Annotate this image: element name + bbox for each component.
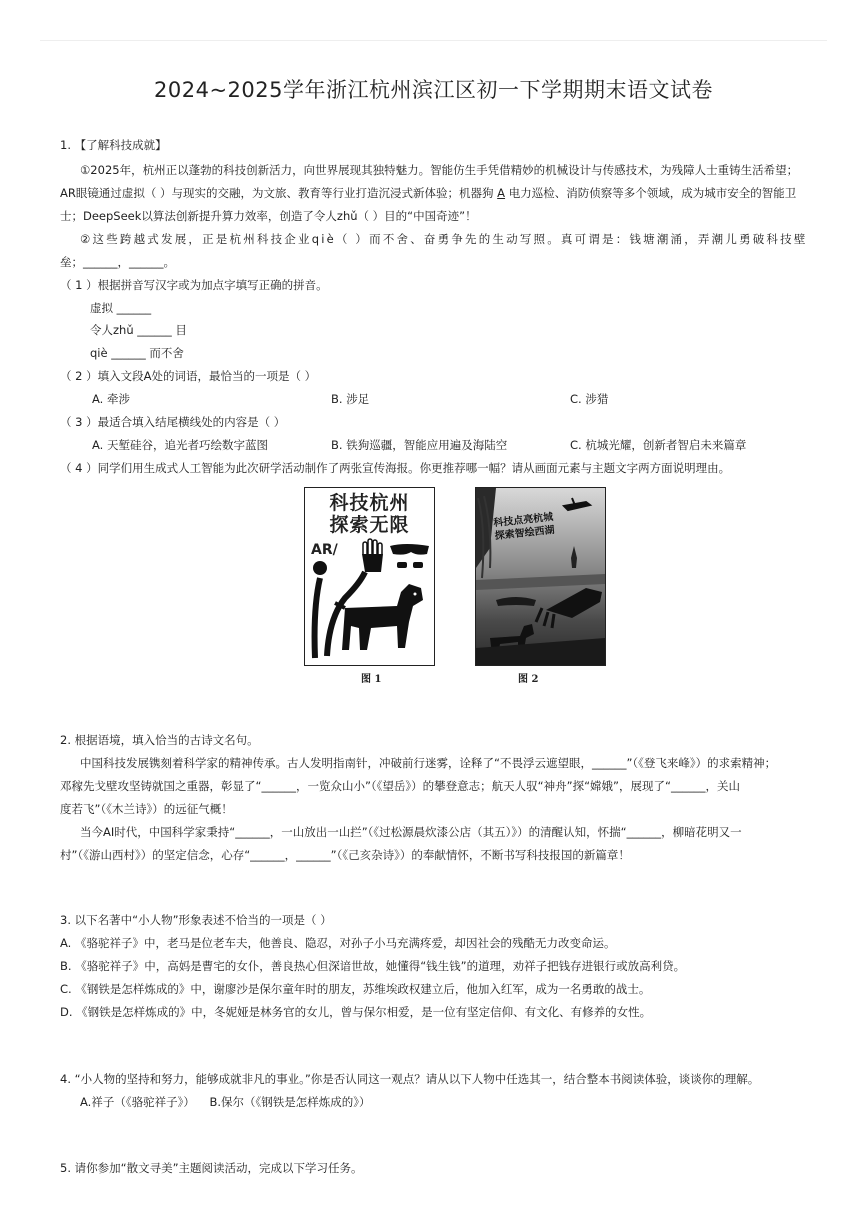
q1-sub3-option-b[interactable]: B. 铁狗巡疆，智能应用遍及海陆空: [331, 438, 508, 452]
top-divider: [40, 40, 827, 41]
q3-option-b[interactable]: B. 《骆驼祥子》中，高妈是曹宅的女仆，善良热心但深谙世故，她懂得“钱生钱”的道理，劝祥子把钱存进银行或放高利贷。: [60, 959, 686, 973]
q1-sub4: （ 4 ）同学们用生成式人工智能为此次研学活动制作了两张宣传海报。你更推荐哪一幅？请从画面元素与主题文字两方面说明理由。: [60, 461, 731, 475]
q2-line4: 当今AI时代，中国科学家秉持“______，一山放出一山拦”（《过松源晨炊漆公店（其五）》）的清醒认知，怀揣“______，柳暗花明又一: [80, 825, 742, 839]
q1-header: 1. 【了解科技成就】: [60, 138, 167, 152]
poster2-title: 科技点亮杭城 探索智绘西湖: [492, 511, 556, 543]
q1-p2-line2: 垒；______，______。: [60, 255, 175, 269]
q1-p1-line1: ①2025年，杭州正以蓬勃的科技创新活力，向世界展现其独特魅力。智能仿生手凭借精妙的机械设计与传感技术，为残障人士重铸生活希望；: [80, 163, 799, 177]
q3-header: 3. 以下名著中“小人物”形象表述不恰当的一项是（ ）: [60, 913, 332, 927]
q3-option-a[interactable]: A. 《骆驼祥子》中，老马是位老车夫，他善良、隐忍，对孙子小马充满疼爱，却因社会的残酷无力改变命运。: [60, 936, 616, 950]
poster-figure-1: [304, 487, 435, 666]
q1-sub1-c[interactable]: qiè ______ 而不舍: [90, 346, 184, 360]
poster1-illustration: [305, 488, 434, 665]
poster1-ar-text: AR/: [311, 542, 338, 558]
q1-sub1-b[interactable]: 令人zhǔ ______ 目: [90, 323, 187, 337]
q2-line1: 中国科技发展镌刻着科学家的精神传承。古人发明指南针，冲破前行迷雾，诠释了“不畏浮云遮望眼，______”（《登飞来峰》）的求索精神；: [80, 756, 777, 770]
q1-sub2: （ 2 ）填入文段A处的词语，最恰当的一项是（ ）: [60, 369, 317, 383]
q5-header: 5. 请你参加“散文寻美”主题阅读活动，完成以下学习任务。: [60, 1161, 363, 1175]
q2-line2: 邓稼先戈壁攻坚铸就国之重器，彰显了“______，一览众山小”（《望岳》）的攀登意志；航天人驭“神舟”探“嫦娥”，展现了“______，关山: [60, 779, 740, 793]
q3-option-c[interactable]: C. 《钢铁是怎样炼成的》中，谢廖沙是保尔童年时的朋友，苏维埃政权建立后，他加入红军，成为一名勇敢的战士。: [60, 982, 651, 996]
q4-options[interactable]: A.祥子（《骆驼祥子》） B.保尔（《钢铁是怎样炼成的》）: [80, 1095, 371, 1109]
q1-sub3: （ 3 ）最适合填入结尾横线处的内容是（ ）: [60, 415, 286, 429]
q1-blank-a-mark: A: [497, 186, 506, 200]
q4-header: 4. “小人物的坚持和努力，能够成就非凡的事业。”你是否认同这一观点？请从以下人物中任选其一，结合整本书阅读体验，谈谈你的理解。: [60, 1072, 760, 1086]
poster2-caption: 图 2: [518, 674, 539, 685]
poster1-title: 科技杭州 探索无限: [329, 492, 410, 536]
q1-sub2-option-a[interactable]: A. 牵涉: [92, 392, 130, 406]
robot-arm-icon: [546, 588, 602, 618]
poster-figure-2: [475, 487, 606, 666]
ar-glasses-icon: [390, 544, 429, 568]
badge-icon: [313, 561, 327, 575]
q1-sub1-a[interactable]: 虚拟 ______: [90, 301, 152, 315]
poster2-illustration: [476, 488, 605, 665]
q1-p1-line3: 士；DeepSeek以算法创新提升算力效率，创造了令人zhǔ（ ）目的“中国奇迹”！: [60, 209, 477, 223]
boat-icon: [496, 597, 536, 606]
q1-p1-line2: AR眼镜通过虚拟（ ）与现实的交融，为文旅、教育等行业打造沉浸式新体验；机器狗 A 电力巡检、消防侦察等多个领域，成为城市安全的智能卫: [60, 186, 797, 200]
q2-line3: 度若飞”（《木兰诗》）的远征气概！: [60, 802, 233, 816]
q1-sub1: （ 1 ）根据拼音写汉字或为加点字填写正确的拼音。: [60, 278, 328, 292]
q3-option-d[interactable]: D. 《钢铁是怎样炼成的》中，冬妮娅是林务官的女儿，曾与保尔相爱，是一位有坚定信仰、有文化、有修养的女性。: [60, 1005, 652, 1019]
robot-hand-icon: [362, 539, 383, 572]
pagoda-icon: [571, 546, 577, 568]
q1-p2-line1: ②这些跨越式发展，正是杭州科技企业qiè（ ）而不舍、奋勇争先的生动写照。真可谓是：钱塘潮涌，弄潮儿勇破科技壁: [80, 232, 808, 246]
q1-sub3-option-a[interactable]: A. 天堑硅谷，追光者巧绘数字蓝图: [92, 438, 268, 452]
q1-sub3-option-c[interactable]: C. 杭城光耀，创新者智启未来篇章: [570, 438, 747, 452]
q2-line5: 村”（《游山西村》）的坚定信念，心存“______，______”（《己亥杂诗》）的奉献情怀，不断书写科技报国的新篇章！: [60, 848, 630, 862]
poster1-caption: 图 1: [361, 674, 382, 685]
q2-header: 2. 根据语境，填入恰当的古诗文名句。: [60, 733, 259, 747]
page-title: 2024~2025学年浙江杭州滨江区初一下学期期末语文试卷: [154, 78, 713, 102]
drone-icon: [564, 498, 590, 510]
q1-sub2-option-b[interactable]: B. 涉足: [331, 392, 370, 406]
q1-sub2-option-c[interactable]: C. 涉猎: [570, 392, 609, 406]
